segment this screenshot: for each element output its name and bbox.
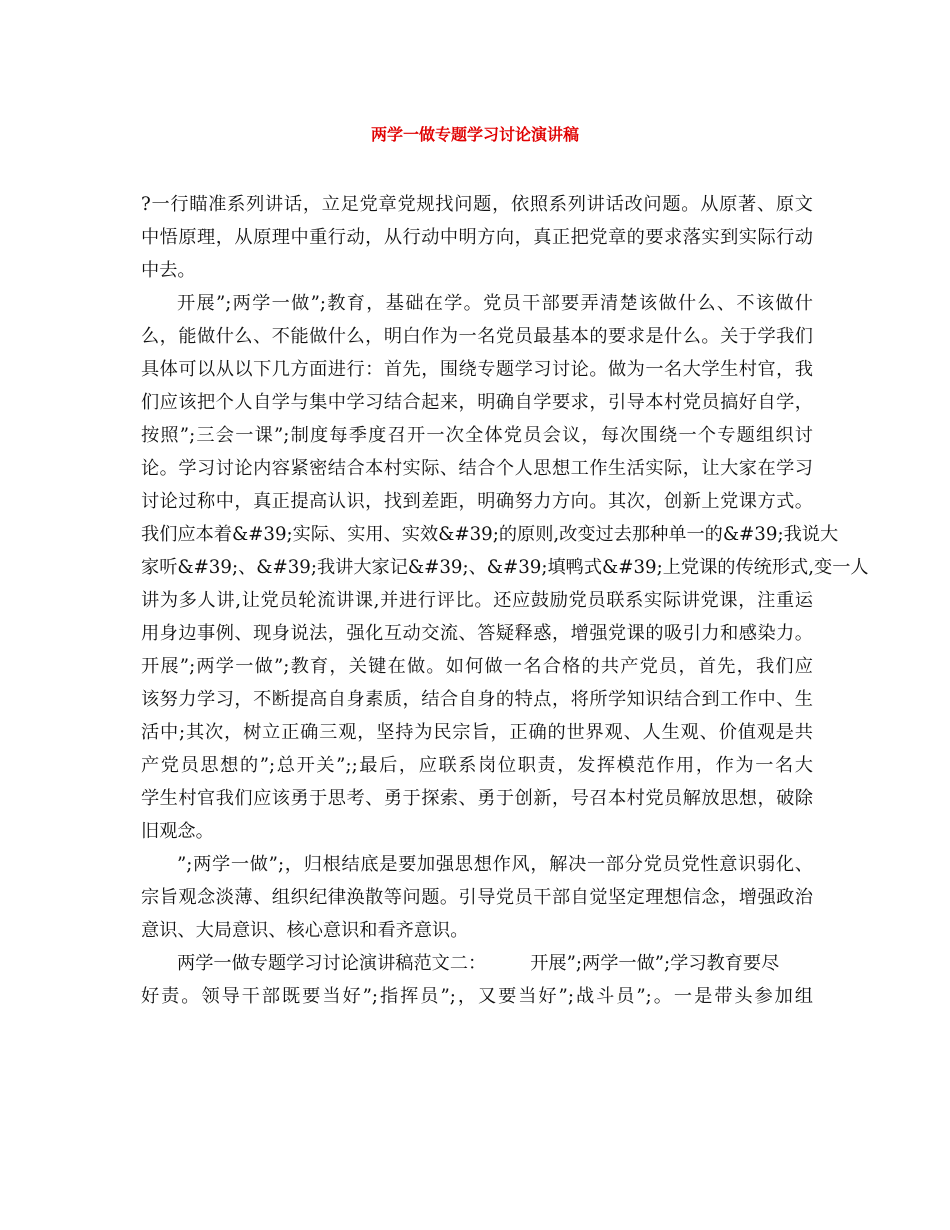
text-line: 意识、大局意识、核心意识和看齐意识。 [141, 920, 469, 941]
text-line: ?一行瞄准系列讲话，立足党章党规找问题，依照系列讲话改问题。从原著、原文 [141, 194, 813, 215]
document-body [141, 188, 869, 1013]
text-segment: 开展”;两学一做”;学习教育要尽 [530, 953, 780, 974]
text-line: 用身边事例、现身说法，强化互动交流、答疑释惑，增强党课的吸引力和感染力。 [141, 623, 813, 644]
text-line: 家听&#39;、&#39;我讲大家记&#39;、&#39;填鸭式&#39;上党课的传统形式,变一人 [141, 557, 869, 578]
text-line: 该努力学习，不断提高自身素质，结合自身的特点，将所学知识结合到工作中、生 [141, 689, 813, 710]
text-line: 讲为多人讲,让党员轮流讲课,并进行评比。还应鼓励党员联系实际讲党课，注重运 [141, 590, 813, 611]
text-line-mixed [141, 947, 813, 980]
page-title: 两学一做专题学习讨论演讲稿 [370, 125, 579, 144]
text-line: 宗旨观念淡薄、组织纪律涣散等问题。引导党员干部自觉坚定理想信念，增强政治 [141, 887, 813, 908]
text-line: 中悟原理，从原理中重行动，从行动中明方向，真正把党章的要求落实到实际行动 [141, 227, 813, 248]
text-line: 活中;其次，树立正确三观，坚持为民宗旨，正确的世界观、人生观、价值观是共 [141, 722, 813, 743]
text-line: 产党员思想的”;总开关”;;最后，应联系岗位职责，发挥模范作用，作为一名大 [141, 755, 813, 776]
paragraph-4 [141, 947, 813, 1013]
paragraph-3 [141, 848, 813, 947]
paragraph-2 [141, 287, 869, 848]
text-line: 学生村官我们应该勇于思考、勇于探索、勇于创新，号召本村党员解放思想，破除 [141, 788, 813, 809]
text-line: 讨论过称中，真正提高认识，找到差距，明确努力方向。其次，创新上党课方式。 [141, 491, 813, 512]
text-line: 开展”;两学一做”;教育，关键在做。如何做一名合格的共产党员，首先，我们应 [141, 656, 813, 677]
text-line: 好责。领导干部既要当好”;指挥员”;，又要当好”;战斗员”;。一是带头参加组 [141, 986, 813, 1007]
text-line: 开展”;两学一做”;教育，基础在学。党员干部要弄清楚该做什么、不该做什 [177, 293, 813, 314]
text-line: 们应该把个人自学与集中学习结合起来，明确自学要求，引导本村党员搞好自学， [141, 392, 813, 413]
text-line: 中去。 [141, 260, 196, 281]
text-line: ”;两学一做”;，归根结底是要加强思想作风，解决一部分党员党性意识弱化、 [177, 854, 813, 875]
text-line: 我们应本着&#39;实际、实用、实效&#39;的原则,改变过去那种单一的&#39;我说大 [141, 524, 839, 545]
text-line: 旧观念。 [141, 821, 214, 842]
text-line: 论。学习讨论内容紧密结合本村实际、结合个人思想工作生活实际，让大家在学习 [141, 458, 813, 479]
section-heading: 两学一做专题学习讨论演讲稿范文二： [177, 953, 487, 974]
text-line: 具体可以从以下几方面进行：首先，围绕专题学习讨论。做为一名大学生村官，我 [141, 359, 813, 380]
text-line: 按照”;三会一课”;制度每季度召开一次全体党员会议，每次围绕一个专题组织讨 [141, 425, 813, 446]
text-line: 么，能做什么、不能做什么，明白作为一名党员最基本的要求是什么。关于学我们 [141, 326, 813, 347]
paragraph-1 [141, 188, 813, 287]
